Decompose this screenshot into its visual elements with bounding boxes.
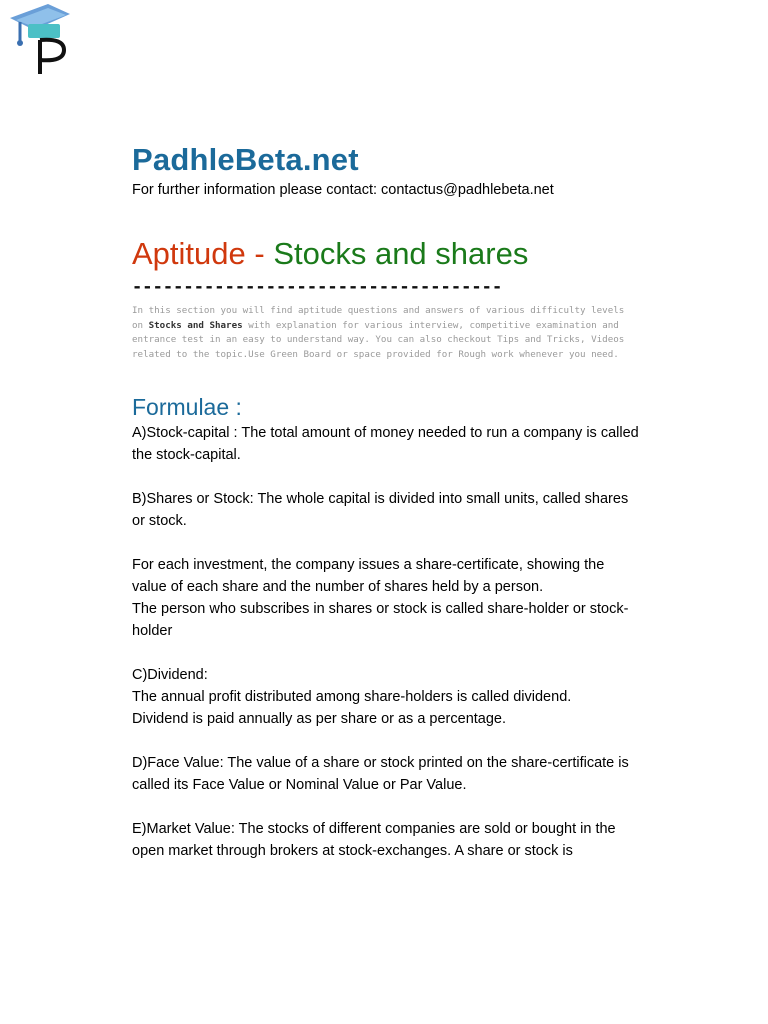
- formula-dividend-line1: The annual profit distributed among share-holders is called dividend.: [132, 689, 572, 705]
- page-title-topic: Stocks and shares: [273, 236, 529, 271]
- intro-highlight: Stocks and Shares: [148, 319, 243, 331]
- formula-dividend-title: C)Dividend:: [132, 667, 208, 683]
- site-title: PadhleBeta.net: [132, 142, 359, 177]
- intro-paragraph: [132, 304, 632, 362]
- formula-investment: For each investment, the company issues a share-certificate, showing the value of each share and the number of shares held by a person.: [132, 557, 605, 595]
- page-title-prefix: Aptitude -: [132, 236, 274, 271]
- padhlebeta-logo: [6, 2, 72, 76]
- page-title: [132, 234, 652, 274]
- formula-face-value: D)Face Value: The value of a share or stock printed on the share-certificate is called its Face Value or Nominal Value or Par Value.: [132, 755, 629, 793]
- formula-market-value: E)Market Value: The stocks of different companies are sold or bought in the open market through brokers at stock-exchanges. A share or stock is: [132, 821, 616, 859]
- formula-stock-capital: A)Stock-capital : The total amount of money needed to run a company is called the stock-capital.: [132, 425, 639, 463]
- formula-dividend-line2: Dividend is paid annually as per share or as a percentage.: [132, 711, 507, 727]
- graduation-cap-icon: [6, 2, 72, 76]
- contact-line: For further information please contact: contactus@padhlebeta.net: [132, 182, 554, 198]
- formulae-body: [132, 422, 642, 862]
- formula-shares: B)Shares or Stock: The whole capital is divided into small units, called shares or stock.: [132, 491, 629, 529]
- title-divider: ------------------------------------: [132, 278, 503, 296]
- formula-shareholder: The person who subscribes in shares or stock is called share-holder or stock-holder: [132, 601, 629, 639]
- formulae-heading: Formulae :: [132, 394, 242, 420]
- document-content: [132, 140, 652, 884]
- intro-text-after: with explanation for various interview, competitive examination and entrance test in an easy to understand way. You can also checkout Tips and Tricks, Videos related to the topic.Use Green Board or space provided for Rough work whenever you need.: [132, 319, 625, 360]
- intro-text-before: In this section you will find aptitude questions and answers of various difficulty levels on: [132, 305, 625, 331]
